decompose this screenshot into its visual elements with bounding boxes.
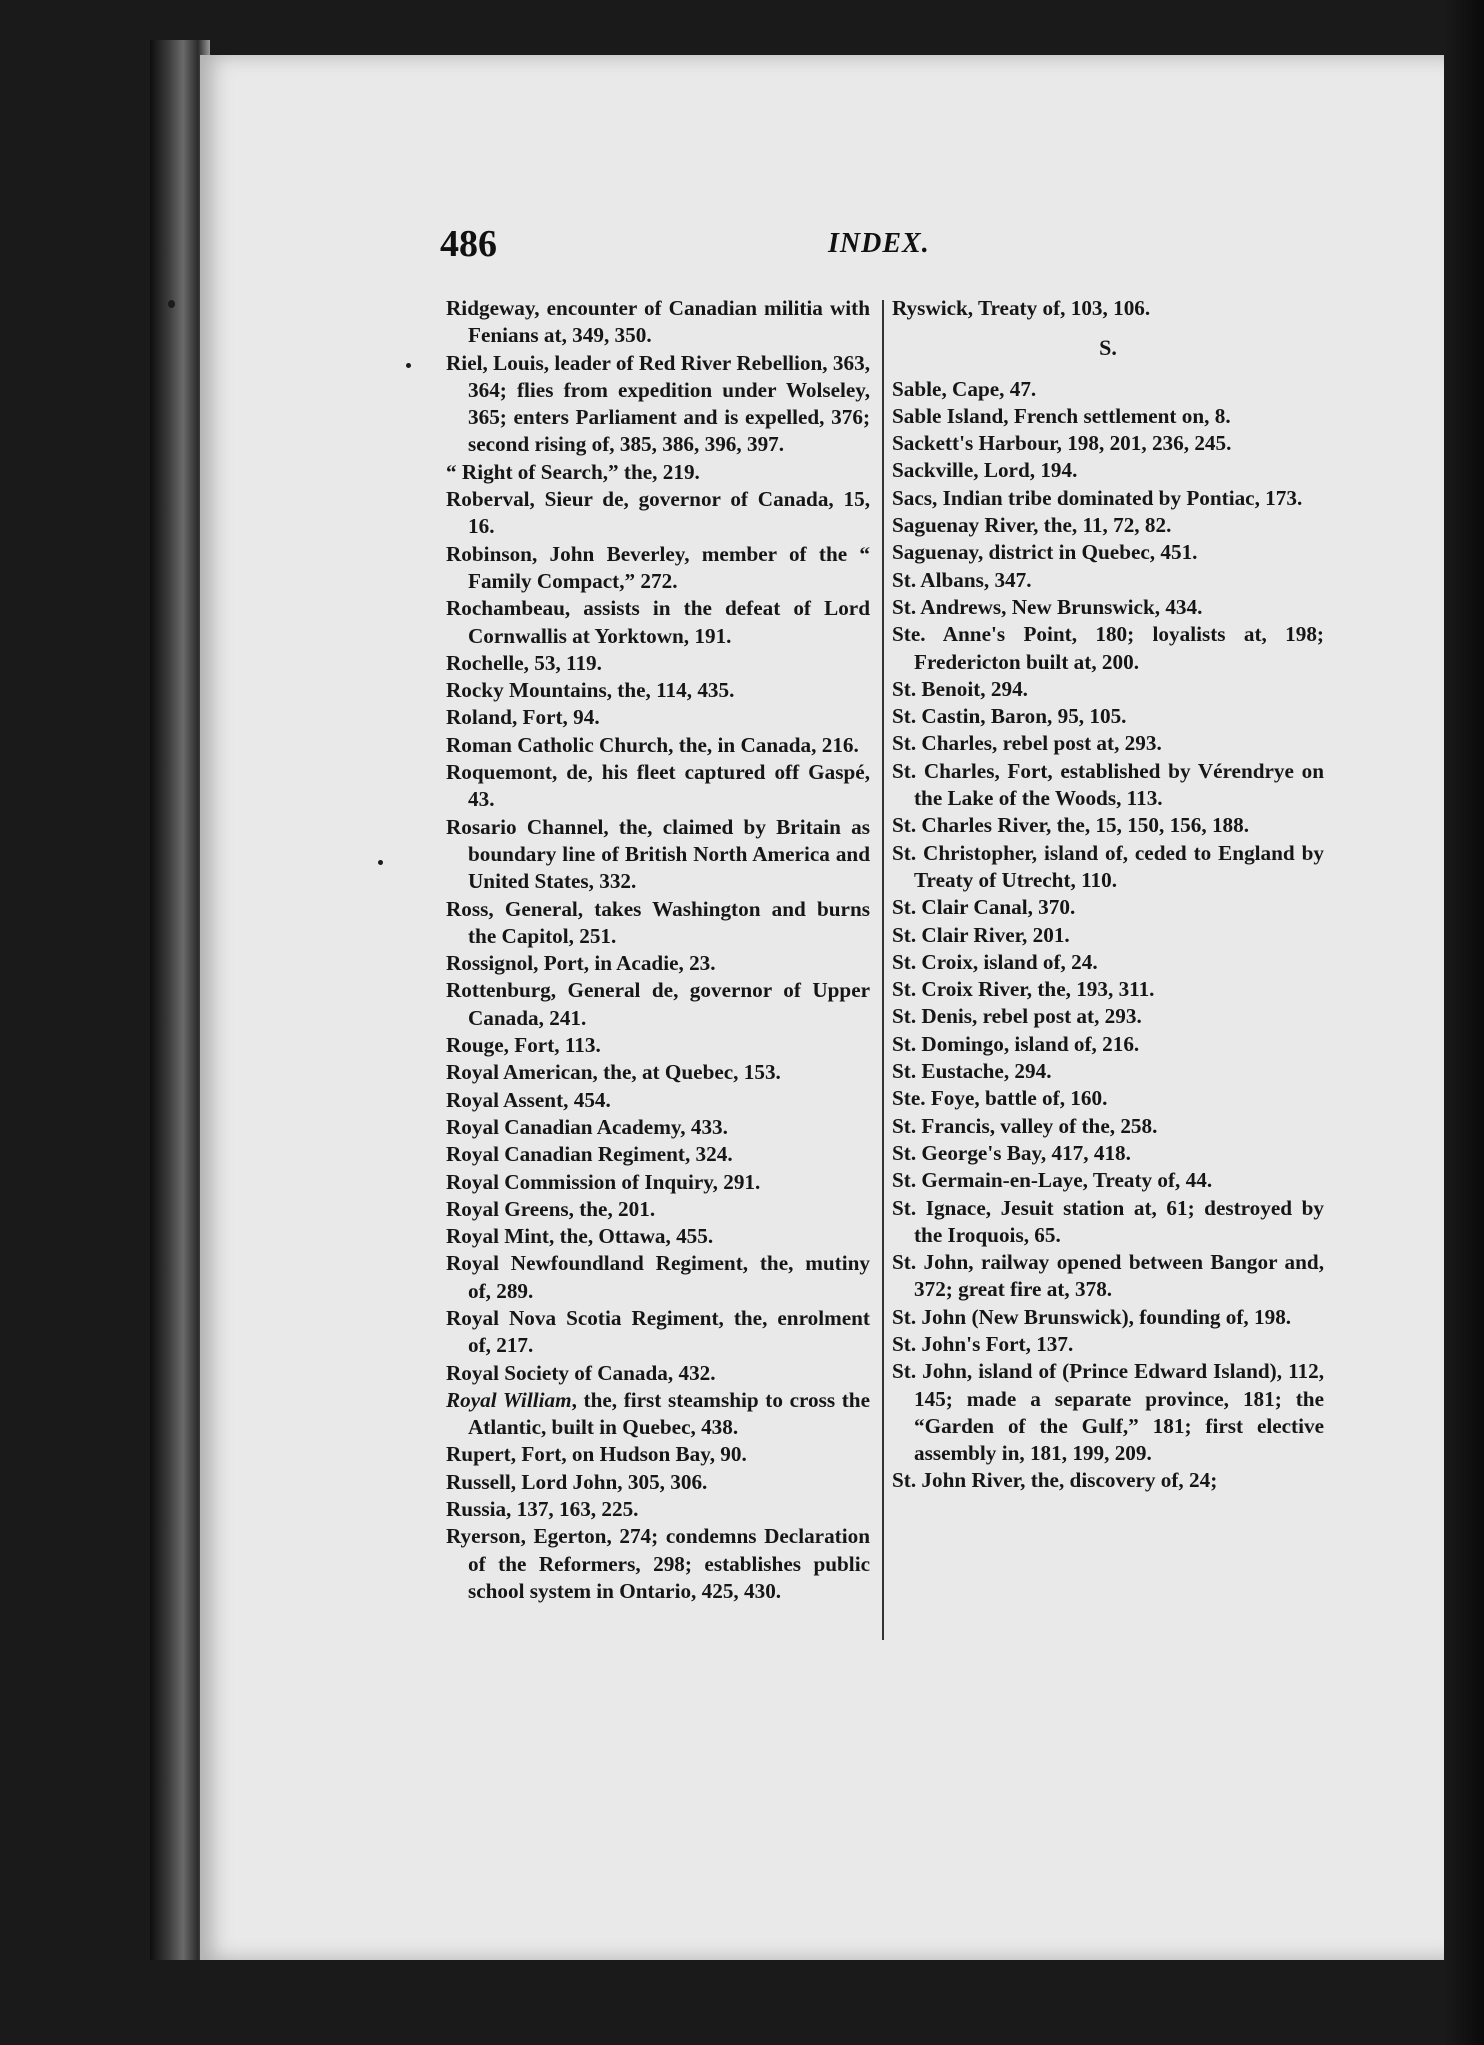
scan-speck bbox=[406, 363, 411, 368]
index-entry: Riel, Louis, leader of Red River Rebellion, 363, 364; flies from expedition under Wolseley, 365; enters Parliament and is expelled, 376; second rising of, 385, 386, 396, 397. bbox=[446, 350, 870, 457]
index-entry: Sackville, Lord, 194. bbox=[892, 458, 1078, 483]
index-entry: Roland, Fort, 94. bbox=[446, 705, 600, 730]
index-entry: Sackett's Harbour, 198, 201, 236, 245. bbox=[892, 431, 1232, 456]
index-entry: Saguenay River, the, 11, 72, 82. bbox=[892, 513, 1172, 538]
index-entry: Rocky Mountains, the, 114, 435. bbox=[446, 678, 735, 703]
index-entry: St. John, island of (Prince Edward Island), 112, 145; made a separate province, 181; the “Garden of the Gulf,” 181; first elective assembly in, 181, 199, 209. bbox=[892, 1359, 1324, 1466]
index-entry: Saguenay, district in Quebec, 451. bbox=[892, 540, 1198, 565]
index-entry: St. Eustache, 294. bbox=[892, 1059, 1052, 1084]
index-entry: St. John, railway opened between Bangor and, 372; great fire at, 378. bbox=[892, 1250, 1324, 1302]
index-entry: St. Clair Canal, 370. bbox=[892, 895, 1076, 920]
index-entry: St. Charles, Fort, established by Vérendrye on the Lake of the Woods, 113. bbox=[892, 758, 1324, 811]
index-entry: Ste. Anne's Point, 180; loyalists at, 198; Fredericton built at, 200. bbox=[892, 622, 1324, 674]
index-entry: Royal Assent, 454. bbox=[446, 1087, 611, 1112]
index-entry: Roberval, Sieur de, governor of Canada, 15, 16. bbox=[446, 487, 870, 539]
running-head: INDEX. bbox=[828, 228, 930, 259]
index-entry: Roquemont, de, his fleet captured off Gaspé, 43. bbox=[446, 760, 870, 812]
index-entry: Royal Commission of Inquiry, 291. bbox=[446, 1169, 761, 1194]
index-entry: St. John's Fort, 137. bbox=[892, 1331, 1074, 1356]
index-entry: St. Albans, 347. bbox=[892, 567, 1032, 592]
index-entry: Royal Society of Canada, 432. bbox=[446, 1360, 716, 1385]
index-entry: St. Christopher, island of, ceded to England by Treaty of Utrecht, 110. bbox=[892, 840, 1324, 892]
index-entry: Robinson, John Beverley, member of the “ Family Compact,” 272. bbox=[446, 541, 870, 593]
index-entry: Rochambeau, assists in the defeat of Lord Cornwallis at Yorktown, 191. bbox=[446, 596, 870, 648]
scan-speck bbox=[378, 860, 383, 865]
index-entry: St. Domingo, island of, 216. bbox=[892, 1031, 1140, 1056]
index-entry: St. Andrews, New Brunswick, 434. bbox=[892, 594, 1203, 619]
page-number: 486 bbox=[440, 223, 497, 265]
page-right-edge bbox=[1444, 0, 1484, 2045]
index-entry: Royal Mint, the, Ottawa, 455. bbox=[446, 1224, 714, 1249]
index-entry: Roman Catholic Church, the, in Canada, 216. bbox=[446, 732, 859, 757]
index-entry: Ryerson, Egerton, 274; condemns Declaration of the Reformers, 298; establishes public school system in Ontario, 425, 430. bbox=[446, 1524, 870, 1603]
index-entry: Ridgeway, encounter of Canadian militia with Fenians at, 349, 350. bbox=[446, 296, 870, 348]
index-entry: St. Germain-en-Laye, Treaty of, 44. bbox=[892, 1168, 1213, 1193]
right-column bbox=[892, 295, 1324, 1495]
index-entry: Ross, General, takes Washington and burns the Capitol, 251. bbox=[446, 896, 870, 948]
index-entry: Rochelle, 53, 119. bbox=[446, 650, 602, 675]
index-entry: Rouge, Fort, 113. bbox=[446, 1033, 601, 1058]
index-entry: St. Charles, rebel post at, 293. bbox=[892, 731, 1162, 756]
index-entry: Royal Nova Scotia Regiment, the, enrolment of, 217. bbox=[446, 1305, 870, 1358]
index-entry: “ Right of Search,” the, 219. bbox=[446, 459, 700, 484]
index-entry: St. John River, the, discovery of, 24; bbox=[892, 1468, 1218, 1493]
index-entry: Rottenburg, General de, governor of Upper Canada, 241. bbox=[446, 978, 870, 1030]
index-entry: St. Francis, valley of the, 258. bbox=[892, 1113, 1158, 1138]
index-entry: St. Benoit, 294. bbox=[892, 676, 1028, 701]
index-entry: St. Denis, rebel post at, 293. bbox=[892, 1004, 1142, 1029]
index-entry: St. Croix River, the, 193, 311. bbox=[892, 977, 1155, 1002]
index-entry: Russia, 137, 163, 225. bbox=[446, 1497, 639, 1522]
index-entry: Sable Island, French settlement on, 8. bbox=[892, 403, 1231, 428]
page-header bbox=[440, 222, 940, 272]
index-entry: Rosario Channel, the, claimed by Britain as boundary line of British North America and United States, 332. bbox=[446, 814, 870, 894]
index-entry: Sable, Cape, 47. bbox=[892, 376, 1037, 401]
index-entry: Ste. Foye, battle of, 160. bbox=[892, 1086, 1108, 1111]
index-entry: Royal American, the, at Quebec, 153. bbox=[446, 1060, 781, 1085]
index-entry: Sacs, Indian tribe dominated by Pontiac, 173. bbox=[892, 485, 1303, 510]
index-entry: St. Croix, island of, 24. bbox=[892, 949, 1098, 974]
index-entry: Royal Greens, the, 201. bbox=[446, 1196, 656, 1221]
index-entry: Rossignol, Port, in Acadie, 23. bbox=[446, 951, 716, 976]
index-entry: Royal Canadian Academy, 433. bbox=[446, 1114, 728, 1139]
index-entry: St. George's Bay, 417, 418. bbox=[892, 1140, 1131, 1165]
index-entry: St. Ignace, Jesuit station at, 61; destroyed by the Iroquois, 65. bbox=[892, 1195, 1324, 1247]
column-divider bbox=[882, 300, 884, 1640]
index-entry: Rupert, Fort, on Hudson Bay, 90. bbox=[446, 1442, 747, 1467]
index-entry: St. Clair River, 201. bbox=[892, 922, 1070, 947]
left-column bbox=[446, 295, 870, 1605]
index-entry: St. Castin, Baron, 95, 105. bbox=[892, 704, 1127, 729]
index-entry: Russell, Lord John, 305, 306. bbox=[446, 1469, 708, 1494]
index-entry: Ryswick, Treaty of, 103, 106. bbox=[892, 296, 1151, 320]
index-entry: Royal Newfoundland Regiment, the, mutiny of, 289. bbox=[446, 1251, 870, 1303]
scan-speck bbox=[168, 300, 175, 308]
index-entry: Royal Canadian Regiment, 324. bbox=[446, 1142, 733, 1167]
index-entry: Royal William, the, first steamship to cross the Atlantic, built in Quebec, 438. bbox=[446, 1387, 870, 1440]
index-entry: St. John (New Brunswick), founding of, 198. bbox=[892, 1304, 1292, 1329]
index-entry: St. Charles River, the, 15, 150, 156, 188. bbox=[892, 813, 1250, 838]
section-letter: S. bbox=[1099, 335, 1117, 361]
